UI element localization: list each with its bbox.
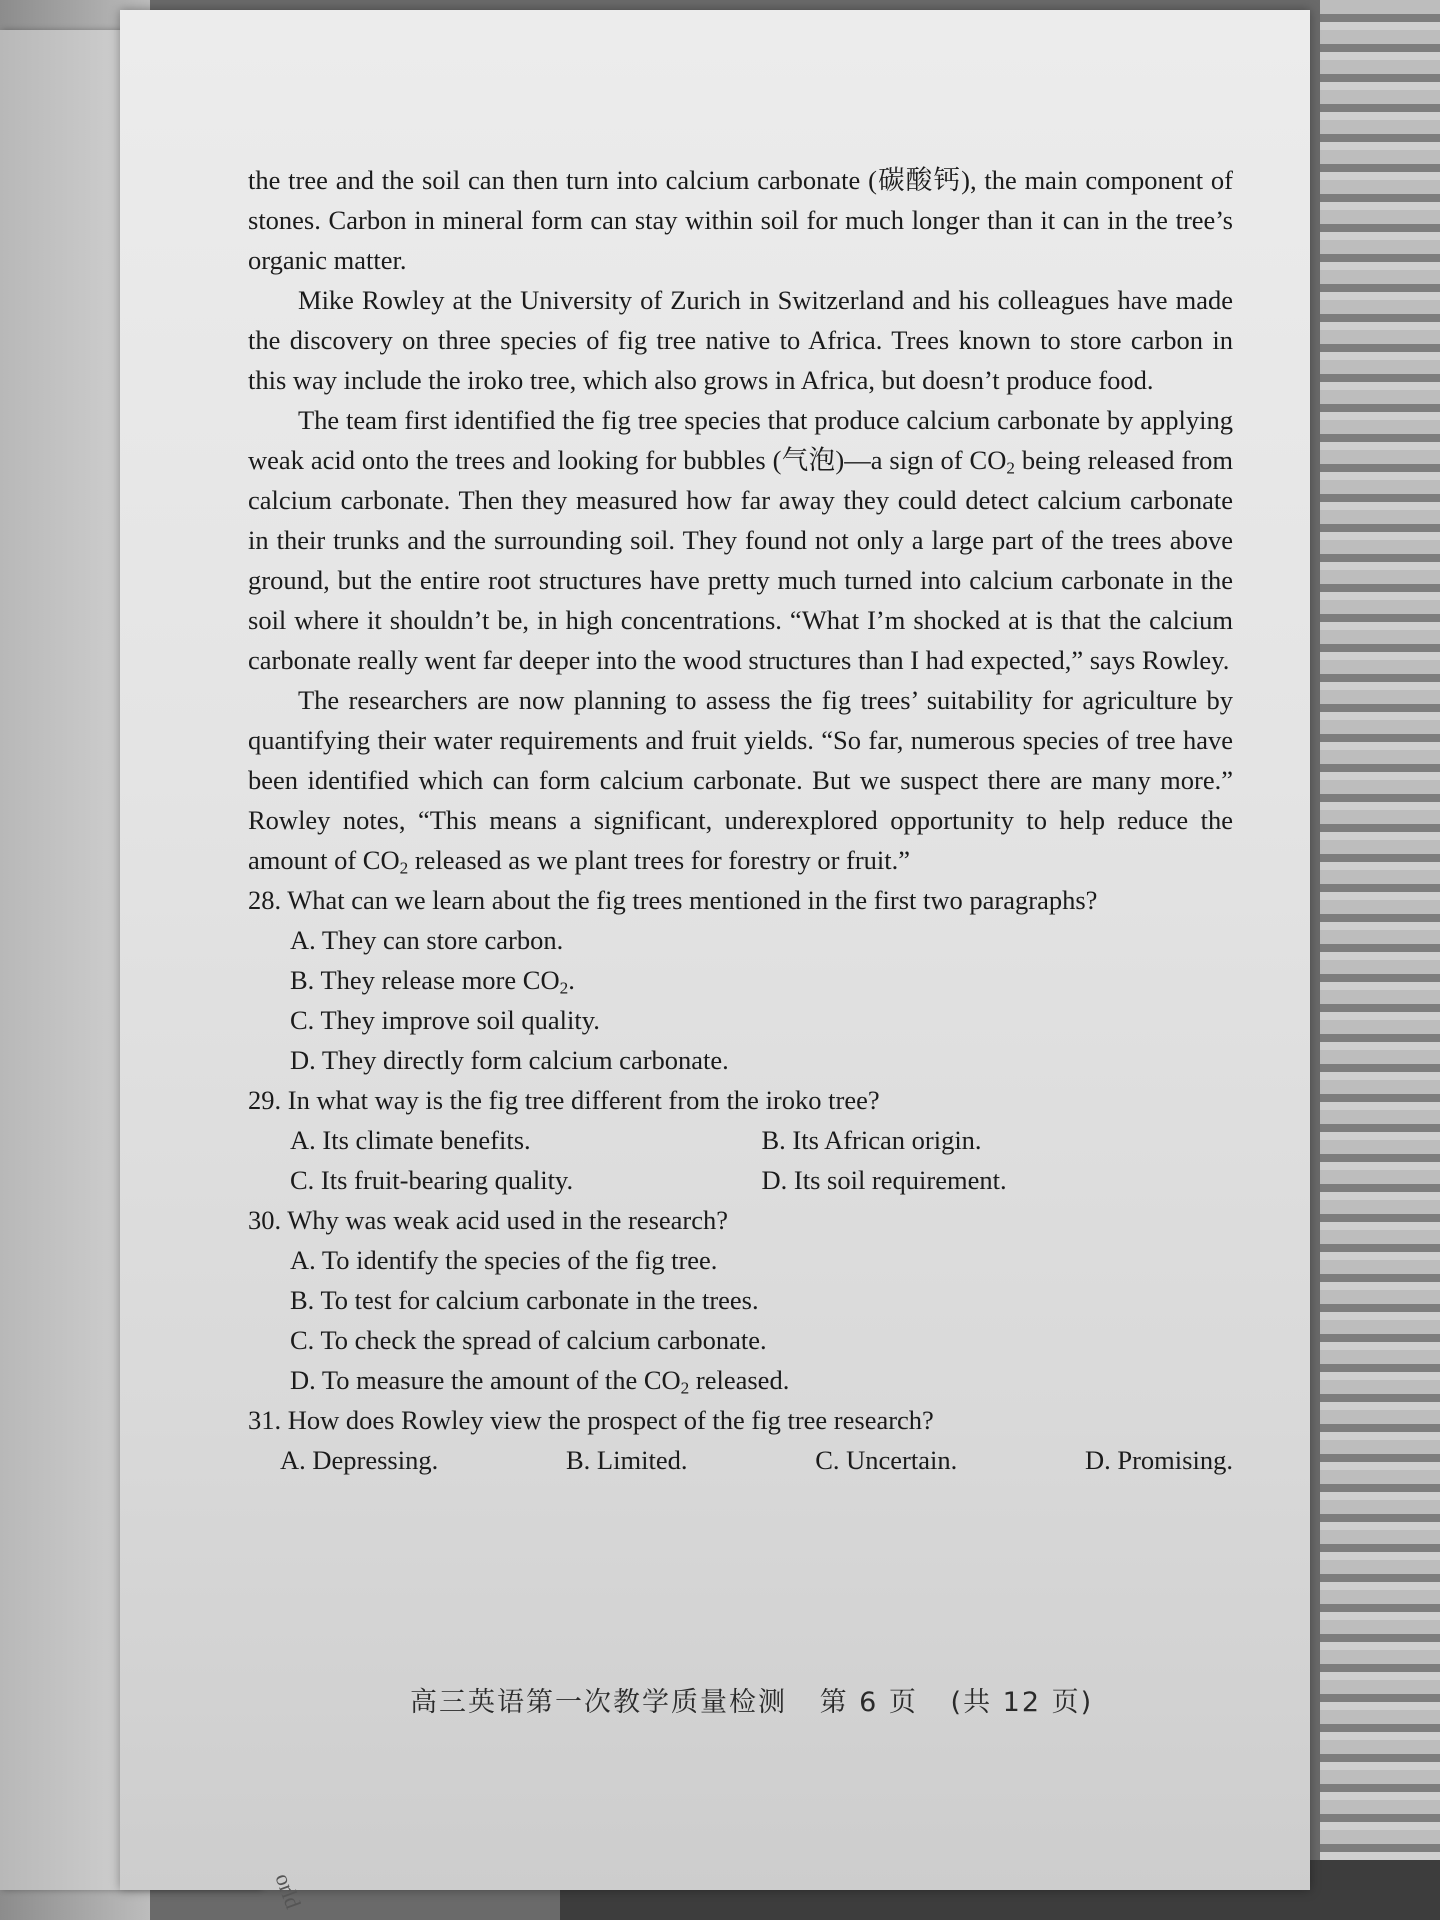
question-30 [248,1200,1233,1400]
question-stem: 30. Why was weak acid used in the research? [248,1205,729,1235]
option-a: A. To identify the species of the fig tree. [290,1245,718,1275]
question-stem: 28. What can we learn about the fig trees mentioned in the first two paragraphs? [248,885,1098,915]
passage-paragraph: Mike Rowley at the University of Zurich in Switzerland and his colleagues have made the discovery on three species of fig tree native to Africa. Trees known to store carbon in this way include the iroko tree, which also grows in Africa, but doesn’t produce food. [248,285,1233,395]
option-b: B. They release more $CO_2$. [290,965,575,998]
option-a: A. They can store carbon. [290,925,564,955]
question-stem: 31. How does Rowley view the prospect of the fig tree research? [248,1405,934,1435]
option-d: D. Its soil requirement. [761,1165,1007,1195]
page-content [248,160,1233,1480]
question-31 [248,1400,1233,1480]
passage-paragraph: The researchers are now planning to assess the fig trees’ suitability for agriculture by quantifying their water requirements and fruit yields. “So far, numerous species of tree have been identified which can form calcium carbonate. But we suspect there are many more.” Rowley notes, “This means a significant, underexplored opportunity to help reduce the amount of $CO_2$ released as we plant trees for forestry or fruit.” [248,685,1233,878]
background-right-cloth [1320,0,1440,1920]
option-c: C. They improve soil quality. [290,1005,600,1035]
option-c: C. To check the spread of calcium carbonate. [290,1325,767,1355]
option-d: D. Promising. [1084,1445,1233,1475]
page-total: (共 12 页) [950,1687,1094,1718]
page-footer [410,1680,1130,1719]
corner-text: orld [270,1869,307,1912]
option-c: C. Its fruit-bearing quality. [290,1165,574,1195]
option-row [248,1120,1233,1160]
option-b: B. Limited. [566,1445,688,1475]
question-28 [248,880,1233,1080]
option-a: A. Depressing. [280,1445,439,1475]
question-29 [248,1080,1233,1200]
page-number: 第 6 页 [819,1687,918,1718]
exam-title: 高三英语第一次教学质量检测 [410,1687,787,1718]
question-stem: 29. In what way is the fig tree different from the iroko tree? [248,1085,880,1115]
passage-paragraph: the tree and the soil can then turn into calcium carbonate (碳酸钙), the main component of stones. Carbon in mineral form can stay within soil for much longer than it can in the tree’s organic matter. [248,165,1233,275]
option-d: D. They directly form calcium carbonate. [290,1045,729,1075]
option-b: B. Its African origin. [761,1125,982,1155]
option-d: D. To measure the amount of the $CO_2$ released. [290,1365,790,1398]
option-row [248,1160,1233,1200]
reading-passage [248,160,1233,880]
option-row [248,1440,1233,1480]
option-c: C. Uncertain. [815,1445,958,1475]
passage-paragraph: The team first identified the fig tree species that produce calcium carbonate by applying weak acid onto the trees and looking for bubbles (气泡)—a sign of $CO_2$ being released from calcium carbonate. Then they measured how far away they could detect calcium carbonate in their trunks and the surrounding soil. They found not only a large part of the trees above ground, but the entire root structures have pretty much turned into calcium carbonate in the soil where it shouldn’t be, in high concentrations. “What I’m shocked at is that the calcium carbonate really went far deeper into the wood structures than I had expected,” says Rowley. [248,405,1233,675]
option-a: A. Its climate benefits. [290,1125,531,1155]
option-b: B. To test for calcium carbonate in the trees. [290,1285,759,1315]
